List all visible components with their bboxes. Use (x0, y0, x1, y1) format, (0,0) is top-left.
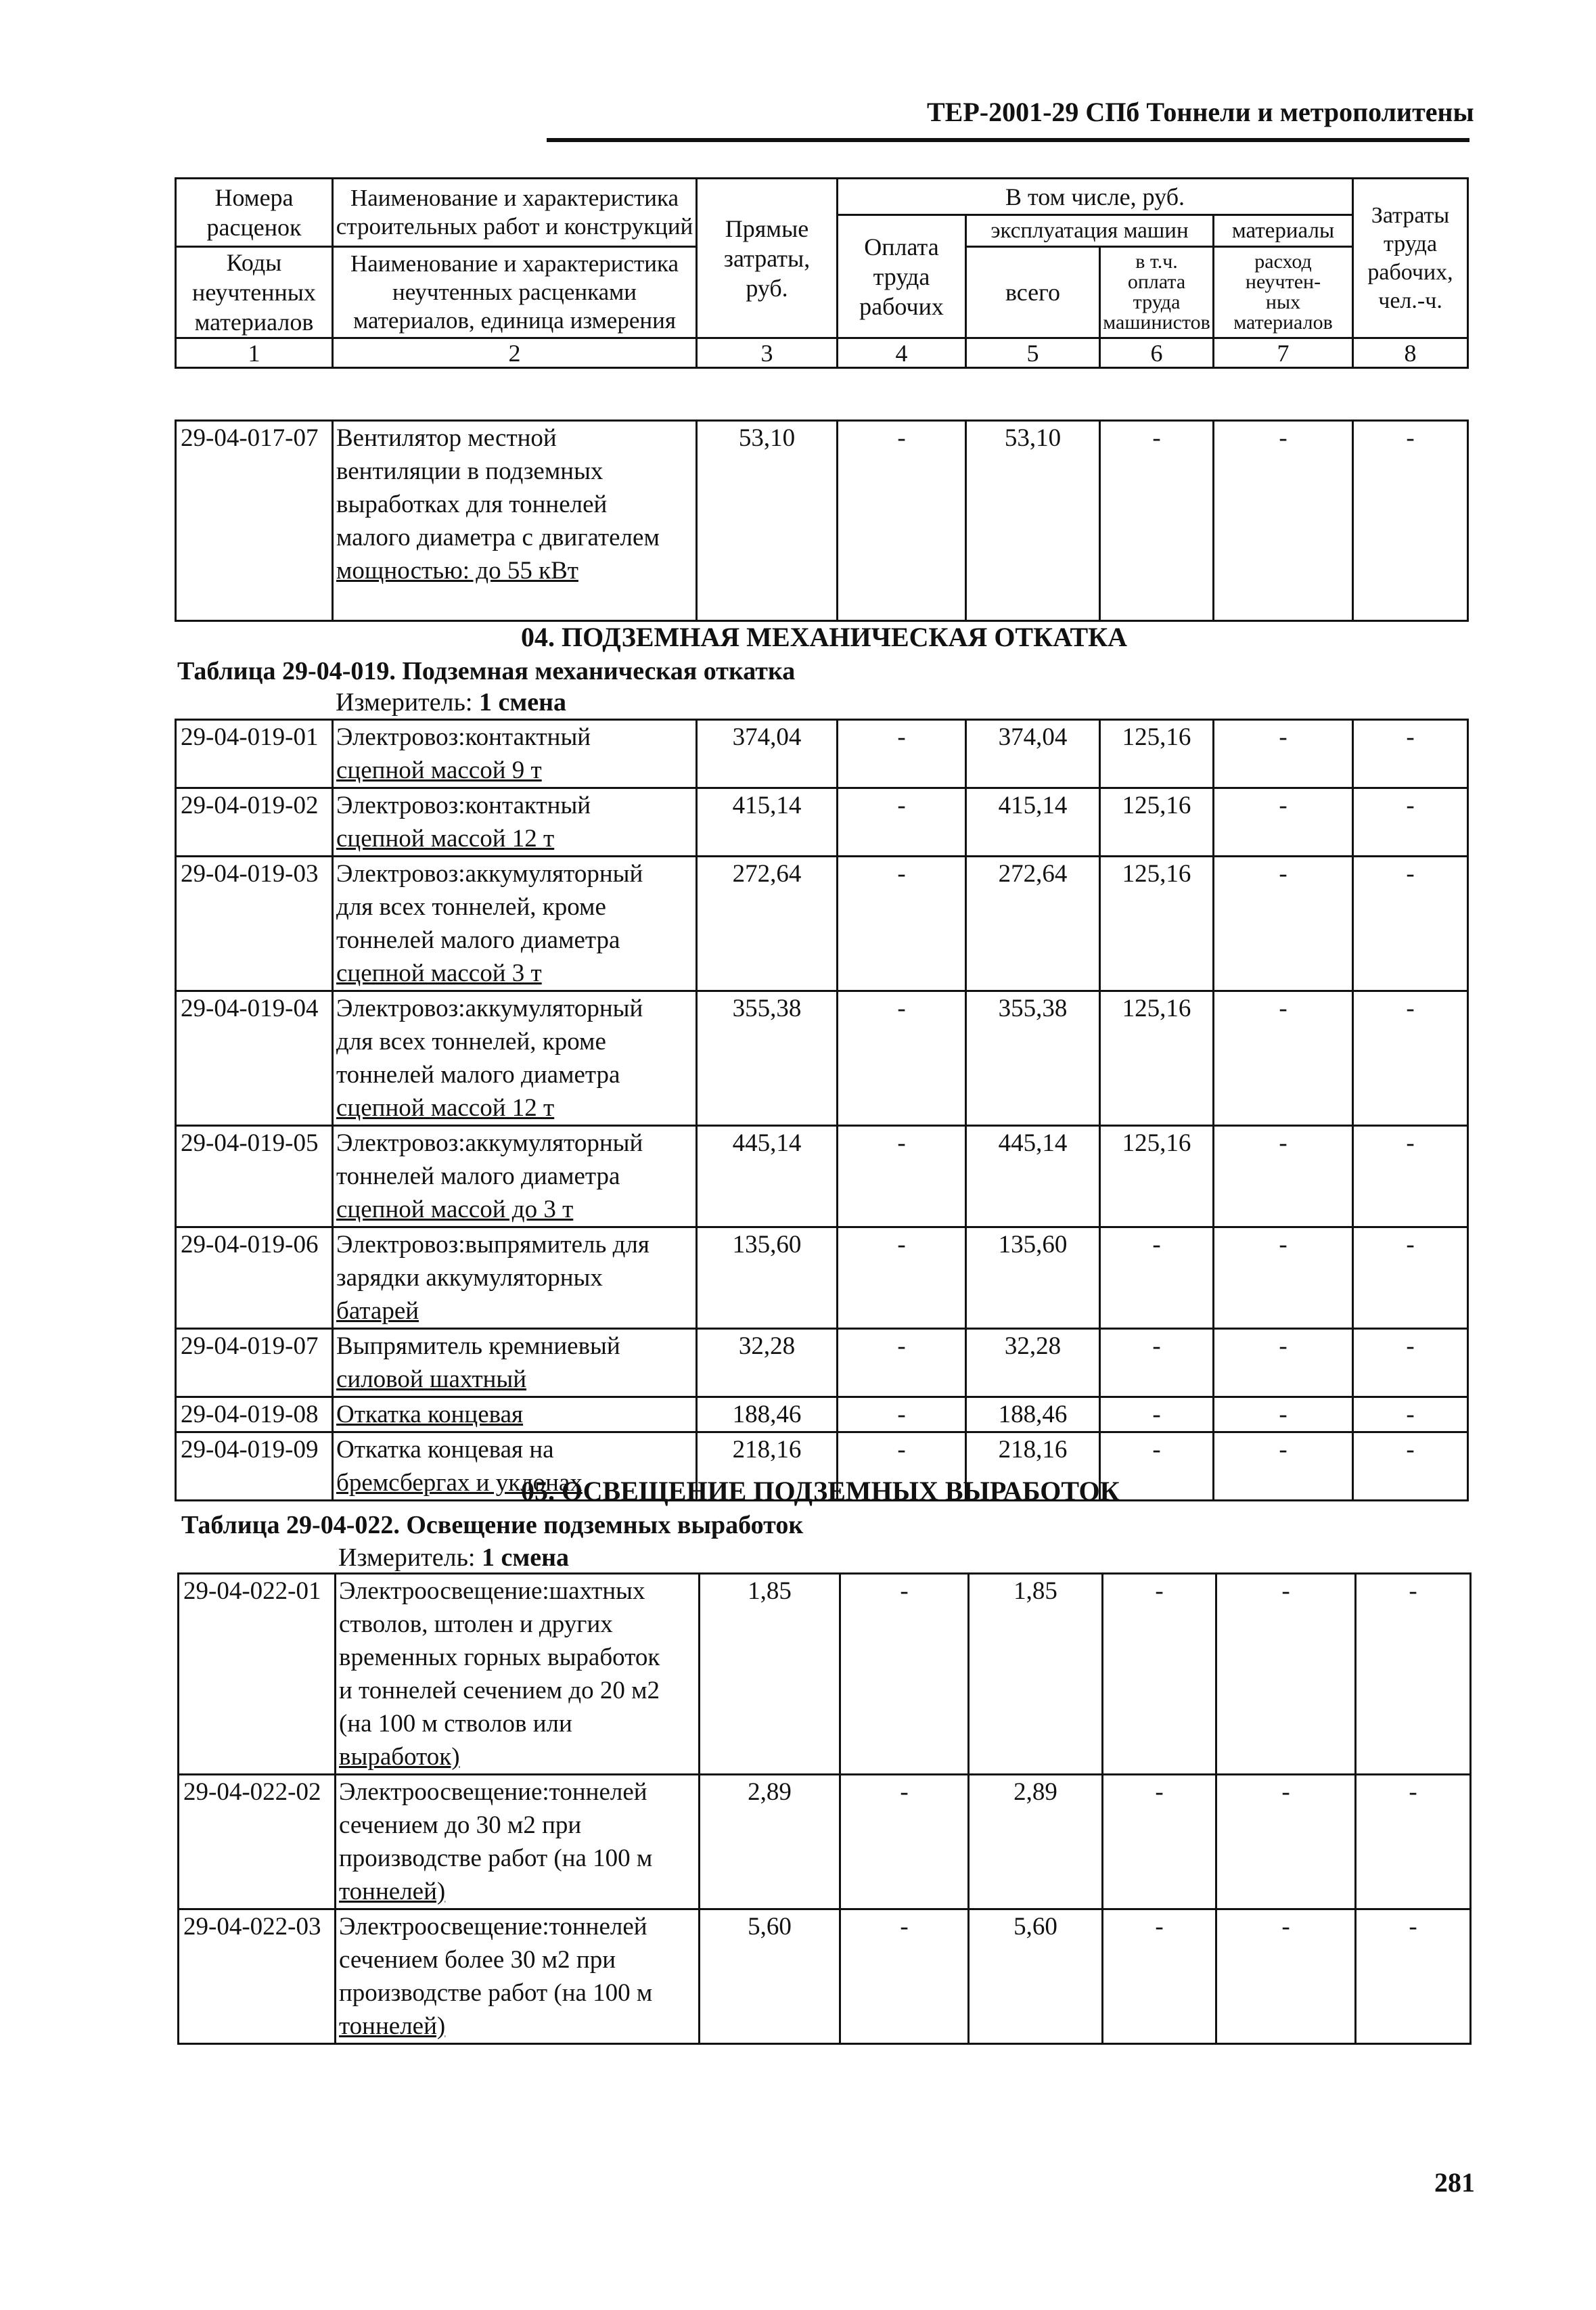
labor-hours: - (1353, 720, 1468, 788)
header-rule (547, 138, 1469, 142)
operators-cost: 125,16 (1100, 1126, 1214, 1227)
col-number-7: 7 (1214, 338, 1353, 368)
rate-name-line: Электровоз:аккумуляторный (336, 860, 643, 888)
rate-name-line: Откатка концевая на (336, 1436, 554, 1464)
machines-cost: 188,46 (966, 1397, 1100, 1432)
direct-cost: 5,60 (700, 1909, 840, 2044)
operators-cost: 125,16 (1100, 720, 1214, 788)
col4-header: Оплата труда рабочих (838, 215, 966, 338)
rate-name-line: (на 100 м стволов или (339, 1710, 572, 1738)
machines-cost: 445,14 (966, 1126, 1100, 1227)
rate-name-line: Электровоз:контактный (336, 723, 591, 751)
rate-code: 29-04-019-05 (176, 1126, 333, 1227)
rate-name (333, 1227, 697, 1329)
direct-cost: 32,28 (697, 1329, 838, 1397)
rate-name (333, 1397, 697, 1432)
operators-cost: - (1100, 1432, 1214, 1501)
rate-name-line: Электроосвещение:тоннелей (339, 1778, 647, 1806)
labor-cost: - (838, 1397, 966, 1432)
col-number-4: 4 (838, 338, 966, 368)
table-row (176, 720, 1468, 788)
rate-name-line: сцепной массой до 3 т (336, 1196, 574, 1223)
operators-cost: 125,16 (1100, 788, 1214, 857)
rate-name-line: Электровоз:аккумуляторный (336, 1129, 643, 1157)
rate-code: 29-04-019-04 (176, 991, 333, 1126)
labor-hours: - (1353, 1432, 1468, 1501)
rate-code: 29-04-022-02 (179, 1775, 336, 1909)
rate-name-line: Вентилятор местной (336, 424, 557, 452)
col2-top-header: Наименование и характеристика строительных работ и конструкций (333, 179, 697, 247)
machines-cost: 415,14 (966, 788, 1100, 857)
machines-header: эксплуатация машин (966, 215, 1214, 247)
rate-name-line: Электровоз:выпрямитель для (336, 1231, 649, 1259)
machines-cost: 53,10 (966, 421, 1100, 621)
rate-name-line: сцепной массой 9 т (336, 756, 542, 784)
labor-hours: - (1353, 1227, 1468, 1329)
rate-name-line: сцепной массой 12 т (336, 1094, 555, 1122)
col5-header: всего (966, 247, 1100, 338)
rate-name-line: и тоннелей сечением до 20 м2 (339, 1677, 660, 1704)
rate-name-line: сечением более 30 м2 при (339, 1946, 616, 1974)
rate-name-line: Электровоз:контактный (336, 792, 591, 819)
direct-cost: 53,10 (697, 421, 838, 621)
rate-name-line: сцепной массой 3 т (336, 959, 542, 987)
table-row (176, 857, 1468, 991)
rate-name-line: тоннелей малого диаметра (336, 1162, 620, 1190)
col6-header: в т.ч. оплата труда машинистов (1100, 247, 1214, 338)
rate-code: 29-04-022-01 (179, 1574, 336, 1775)
direct-cost: 1,85 (700, 1574, 840, 1775)
direct-cost: 218,16 (697, 1432, 838, 1501)
machines-cost: 1,85 (969, 1574, 1103, 1775)
rate-name (336, 1775, 700, 1909)
labor-hours: - (1353, 421, 1468, 621)
materials-cost: - (1214, 1227, 1353, 1329)
materials-cost: - (1216, 1775, 1356, 1909)
table-row (179, 1574, 1471, 1775)
rate-name-line: батарей (336, 1297, 419, 1325)
machines-cost: 355,38 (966, 991, 1100, 1126)
rate-name-line: Электровоз:аккумуляторный (336, 995, 643, 1022)
labor-hours: - (1356, 1909, 1471, 2044)
table-29-04-022-caption: Таблица 29-04-022. Освещение подземных выработок (181, 1511, 804, 1539)
rate-code: 29-04-019-09 (176, 1432, 333, 1501)
rates-table-29-04-019 (175, 719, 1469, 1501)
table-row (179, 1775, 1471, 1909)
running-header: ТЕР-2001-29 СПб Тоннели и метрополитены (927, 97, 1474, 127)
operators-cost: - (1100, 1397, 1214, 1432)
rate-name (333, 1126, 697, 1227)
col3-header: Прямые затраты, руб. (697, 179, 838, 338)
col-number-2: 2 (333, 338, 697, 368)
operators-cost: - (1100, 421, 1214, 621)
machines-cost: 374,04 (966, 720, 1100, 788)
labor-cost: - (840, 1909, 969, 2044)
rate-name (333, 1329, 697, 1397)
rate-name-line: тоннелей) (339, 1878, 446, 1905)
rate-name (333, 421, 697, 621)
labor-hours: - (1353, 1397, 1468, 1432)
col7-header: расход неучтен- ных материалов (1214, 247, 1353, 338)
col-number-5: 5 (966, 338, 1100, 368)
labor-cost: - (838, 1227, 966, 1329)
labor-cost: - (840, 1574, 969, 1775)
direct-cost: 355,38 (697, 991, 838, 1126)
labor-cost: - (838, 1432, 966, 1501)
section-05-unit: Измеритель: 1 смена (338, 1543, 570, 1572)
rate-name-line: зарядки аккумуляторных (336, 1264, 603, 1292)
rate-code: 29-04-019-01 (176, 720, 333, 788)
table-29-04-019-caption: Таблица 29-04-019. Подземная механическая откатка (177, 657, 796, 685)
rate-name-line: вентиляции в подземных (336, 457, 603, 485)
rate-name-line: сцепной массой 12 т (336, 825, 555, 853)
table-row (176, 1126, 1468, 1227)
labor-hours: - (1353, 1329, 1468, 1397)
labor-hours: - (1353, 788, 1468, 857)
labor-cost: - (838, 788, 966, 857)
rate-code: 29-04-019-02 (176, 788, 333, 857)
materials-cost: - (1214, 720, 1353, 788)
section-04-unit: Измеритель: 1 смена (336, 688, 567, 717)
rate-name-line: производстве работ (на 100 м (339, 1979, 653, 2007)
operators-cost: 125,16 (1100, 991, 1214, 1126)
materials-cost: - (1214, 788, 1353, 857)
labor-cost: - (840, 1775, 969, 1909)
rate-code: 29-04-019-08 (176, 1397, 333, 1432)
table-row (176, 1397, 1468, 1432)
labor-hours: - (1356, 1775, 1471, 1909)
rate-name-line: стволов, штолен и других (339, 1610, 613, 1638)
rate-name (333, 788, 697, 857)
rate-name-line: малого диаметра с двигателем (336, 524, 660, 551)
rate-code: 29-04-017-07 (176, 421, 333, 621)
rate-name-line: производстве работ (на 100 м (339, 1844, 653, 1872)
col1-bottom-header: Коды неучтенных материалов (176, 247, 333, 338)
col1-top-header: Номера расценок (176, 179, 333, 247)
col2-bottom-header: Наименование и характеристика неучтенных расценками материалов, единица измерения (333, 247, 697, 338)
labor-hours: - (1353, 1126, 1468, 1227)
rate-name-line: Выпрямитель кремниевый (336, 1332, 620, 1360)
table-row (176, 991, 1468, 1126)
labor-cost: - (838, 991, 966, 1126)
materials-cost: - (1214, 1329, 1353, 1397)
direct-cost: 272,64 (697, 857, 838, 991)
rate-name-line: для всех тоннелей, кроме (336, 1028, 606, 1056)
operators-cost: - (1100, 1227, 1214, 1329)
table-row (179, 1909, 1471, 2044)
rate-name (336, 1909, 700, 2044)
labor-cost: - (838, 421, 966, 621)
rates-table-29-04-022 (177, 1572, 1472, 2045)
materials-cost: - (1216, 1574, 1356, 1775)
machines-cost: 272,64 (966, 857, 1100, 991)
machines-cost: 2,89 (969, 1775, 1103, 1909)
materials-header: материалы (1214, 215, 1353, 247)
col-number-8: 8 (1353, 338, 1468, 368)
group-header: В том числе, руб. (838, 179, 1353, 215)
col-number-1: 1 (176, 338, 333, 368)
rate-name (336, 1574, 700, 1775)
column-header-table (175, 177, 1469, 369)
rate-name (333, 991, 697, 1126)
col8-header: Затраты труда рабочих, чел.-ч. (1353, 179, 1468, 338)
rate-code: 29-04-019-07 (176, 1329, 333, 1397)
rate-name-line: силовой шахтный (336, 1365, 527, 1393)
rate-name-line: для всех тоннелей, кроме (336, 893, 606, 921)
labor-hours: - (1353, 991, 1468, 1126)
direct-cost: 2,89 (700, 1775, 840, 1909)
machines-cost: 218,16 (966, 1432, 1100, 1501)
direct-cost: 374,04 (697, 720, 838, 788)
rate-name-line: бремсбергах и уклонах (336, 1469, 583, 1497)
labor-cost: - (838, 1329, 966, 1397)
rate-name-line: выработок) (339, 1743, 460, 1771)
rate-name (333, 720, 697, 788)
direct-cost: 135,60 (697, 1227, 838, 1329)
labor-cost: - (838, 720, 966, 788)
rate-name-line: Электроосвещение:тоннелей (339, 1913, 647, 1941)
table-row (176, 1227, 1468, 1329)
rate-name-line: тоннелей малого диаметра (336, 1061, 620, 1089)
table-row (176, 1329, 1468, 1397)
operators-cost: 125,16 (1100, 857, 1214, 991)
rate-name-line: мощностью: до 55 кВт (336, 557, 578, 585)
rate-name-line: временных горных выработок (339, 1644, 660, 1671)
rates-table-17 (175, 420, 1469, 622)
operators-cost: - (1100, 1329, 1214, 1397)
materials-cost: - (1214, 857, 1353, 991)
col-number-3: 3 (697, 338, 838, 368)
machines-cost: 32,28 (966, 1329, 1100, 1397)
machines-cost: 5,60 (969, 1909, 1103, 2044)
rate-code: 29-04-022-03 (179, 1909, 336, 2044)
rate-name-line: тоннелей малого диаметра (336, 926, 620, 954)
rate-code: 29-04-019-03 (176, 857, 333, 991)
materials-cost: - (1214, 1397, 1353, 1432)
table-row (176, 788, 1468, 857)
labor-cost: - (838, 1126, 966, 1227)
rate-name-line: выработках для тоннелей (336, 491, 608, 518)
rate-name-line: Электроосвещение:шахтных (339, 1577, 645, 1605)
materials-cost: - (1216, 1909, 1356, 2044)
direct-cost: 415,14 (697, 788, 838, 857)
col-number-6: 6 (1100, 338, 1214, 368)
rate-name-line: Откатка концевая (336, 1401, 524, 1428)
machines-cost: 135,60 (966, 1227, 1100, 1329)
rate-name (333, 857, 697, 991)
section-05-title: 05. ОСВЕЩЕНИЕ ПОДЗЕМНЫХ ВЫРАБОТОК (521, 1476, 1120, 1506)
operators-cost: - (1103, 1909, 1216, 2044)
labor-hours: - (1353, 857, 1468, 991)
direct-cost: 445,14 (697, 1126, 838, 1227)
table-row (176, 421, 1468, 621)
rate-code: 29-04-019-06 (176, 1227, 333, 1329)
materials-cost: - (1214, 1432, 1353, 1501)
rate-name-line: сечением до 30 м2 при (339, 1811, 582, 1839)
materials-cost: - (1214, 991, 1353, 1126)
operators-cost: - (1103, 1574, 1216, 1775)
materials-cost: - (1214, 1126, 1353, 1227)
labor-hours: - (1356, 1574, 1471, 1775)
materials-cost: - (1214, 421, 1353, 621)
labor-cost: - (838, 857, 966, 991)
operators-cost: - (1103, 1775, 1216, 1909)
section-04-title: 04. ПОДЗЕМНАЯ МЕХАНИЧЕСКАЯ ОТКАТКА (521, 622, 1128, 652)
direct-cost: 188,46 (697, 1397, 838, 1432)
page-number: 281 (1434, 2167, 1475, 2198)
rate-name-line: тоннелей) (339, 2012, 446, 2040)
